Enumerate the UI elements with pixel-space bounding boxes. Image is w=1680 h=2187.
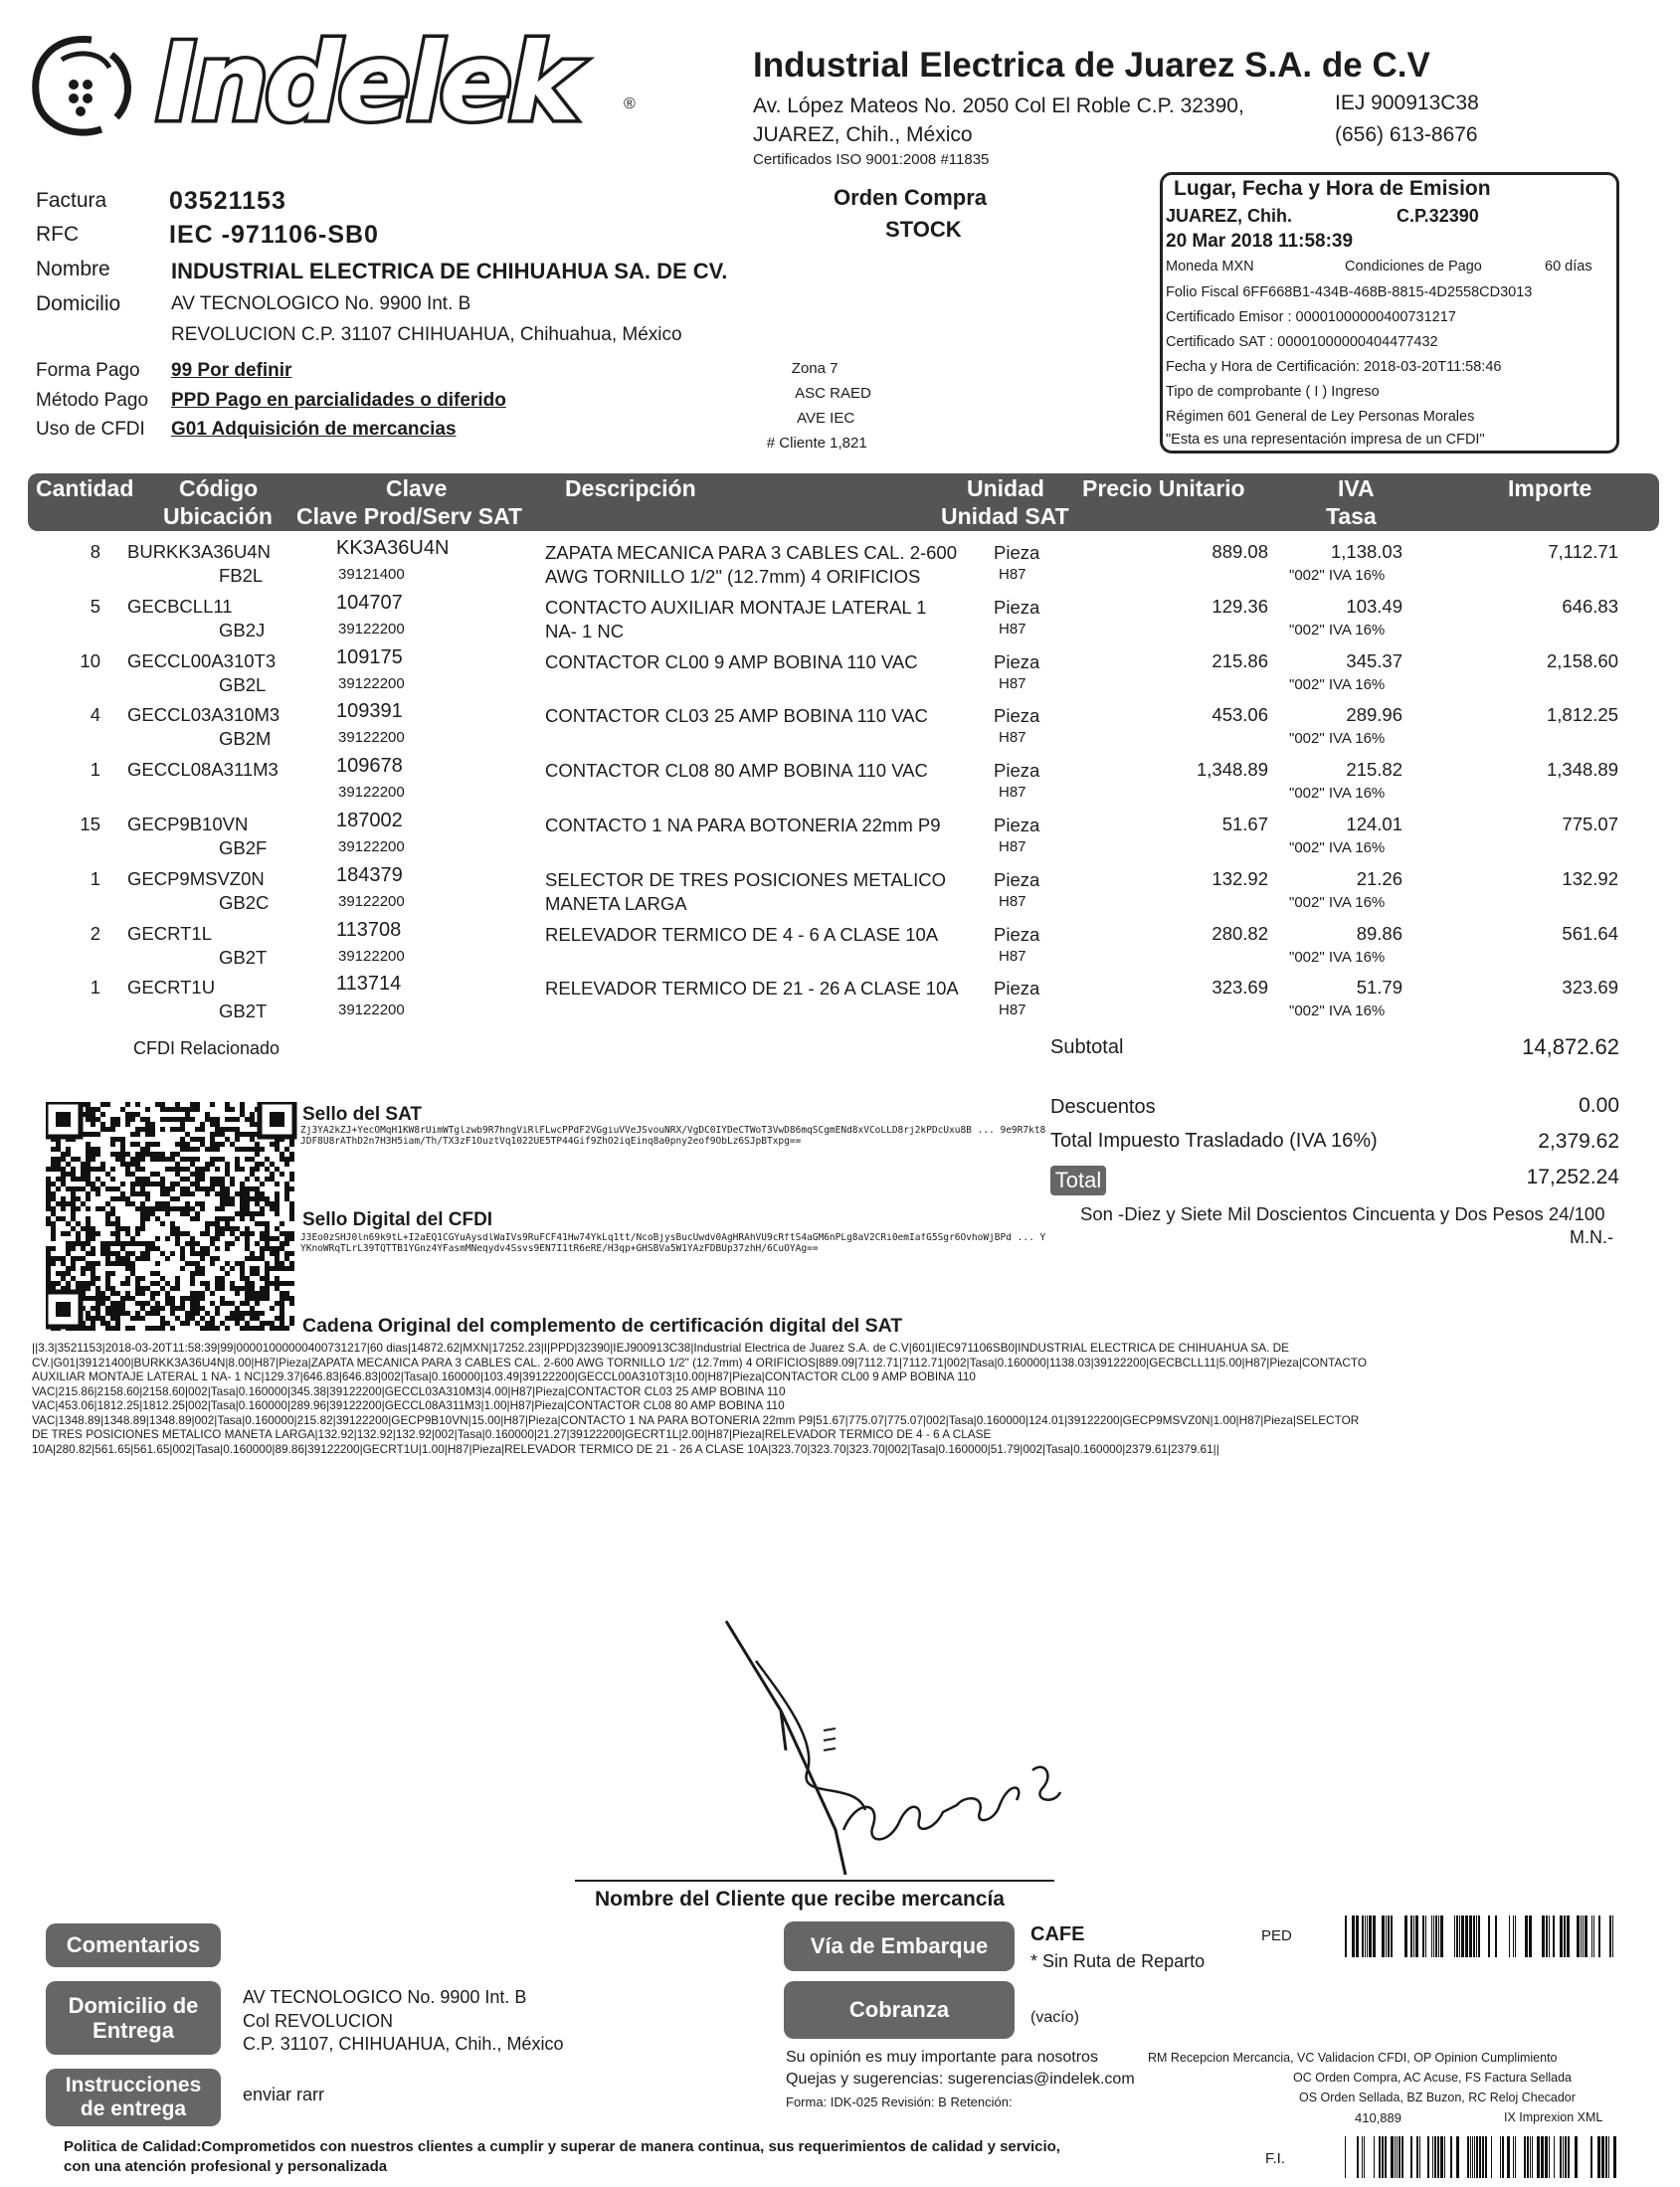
total-label: Total <box>1050 1166 1106 1195</box>
cell-tasa: "002" IVA 16% <box>1289 1002 1386 1020</box>
th-unidad-sat: Unidad SAT <box>941 503 1069 529</box>
sello-sat-text: Zj3YA2kZJ+YecOMqH1KW8rUimWTglzwb9R7hngViRlFLwcPPdF2VGgiuVVeJSvouNRX/VgDC0IYDeCTWoT3VwD86mqSCgmENd8xVCoLLD8rj2kPDcUxu8B ... 9e9R7kt8JDF8U8rAThD2n7H3H5iam/Th/TX3zF1OuztVq1022UE5TP44Gif9ZhO2iqEinq8a0pny2eof9ObLz6SJpBTxpg== <box>300 1126 1046 1147</box>
cadena-line: VAC|215.86|2158.60|2158.60|002|Tasa|0.160000|345.38|39122200|GECCL03A310M3|4.00|H87|Pieza|CONTACTOR CL03 25 AMP BOBINA 110 <box>32 1383 786 1398</box>
cobranza-button[interactable]: Cobranza <box>784 1981 1015 2039</box>
cliente-num-label: # Cliente <box>766 435 826 452</box>
domicilio-label: Domicilio <box>36 292 121 315</box>
emision-city: JUAREZ, Chih. <box>1166 206 1293 226</box>
rfc-label: RFC <box>36 223 80 246</box>
cell-descripcion-1: RELEVADOR TERMICO DE 21 - 26 A CLASE 10A <box>545 978 959 1000</box>
company-address-2: JUAREZ, Chih., México <box>753 123 973 146</box>
emision-title: Lugar, Fecha y Hora de Emision <box>1174 177 1491 200</box>
factura-label: Factura <box>36 189 107 212</box>
cell-cantidad: 1 <box>90 977 100 999</box>
cell-iva: 345.37 <box>1346 649 1402 671</box>
uso-cfdi-label: Uso de CFDI <box>36 419 145 440</box>
cell-unidad-sat: H87 <box>999 784 1027 802</box>
cell-cantidad: 1 <box>90 759 100 781</box>
cell-codigo: GECCL00A310T3 <box>127 649 277 671</box>
items-table-header <box>28 473 1659 531</box>
zona-value: 7 <box>830 360 839 377</box>
cell-unidad: Pieza <box>994 815 1040 835</box>
cell-codigo: GECRT1L <box>127 922 212 944</box>
cell-cantidad: 4 <box>90 704 100 726</box>
cell-unidad: Pieza <box>994 923 1040 945</box>
cell-iva: 103.49 <box>1346 595 1402 617</box>
cell-descripcion-1: ZAPATA MECANICA PARA 3 CABLES CAL. 2-600 <box>545 542 958 563</box>
cell-unidad: Pieza <box>994 868 1040 890</box>
cell-clave: 113714 <box>336 973 402 996</box>
cell-unidad-sat: H87 <box>999 838 1027 855</box>
cell-descripcion-2: AWG TORNILLO 1/2" (12.7mm) 4 ORIFICIOS <box>545 566 921 587</box>
cell-iva: 1,138.03 <box>1330 541 1402 562</box>
subtotal-value: 14,872.62 <box>1522 1034 1619 1059</box>
sello-digital-title: Sello Digital del CFDI <box>302 1209 493 1230</box>
cell-importe: 1,812.25 <box>1546 704 1618 726</box>
cadena-line: DE TRES POSICIONES METALICO MANETA LARGA|132.92|132.92|132.92|002|Tasa|0.160000|21.27|39122200|GECRT1L|2.00|H87|Pieza|RELEVADOR TERMICO DE 4 - 6 A CLASE <box>32 1427 992 1441</box>
cell-cantidad: 8 <box>90 541 100 562</box>
th-precio: Precio Unitario <box>1082 475 1245 501</box>
legend-line-4: IX Imprexion XML <box>1504 2110 1603 2124</box>
cell-precio: 132.92 <box>1212 867 1268 889</box>
asc-value: RAED <box>830 385 871 402</box>
total-mn: M.N.- <box>1570 1227 1613 1247</box>
cell-ubicacion: GB2J <box>219 619 266 640</box>
zona-block <box>736 356 895 456</box>
ped-label: PED <box>1261 1927 1292 1944</box>
cell-importe: 7,112.71 <box>1548 541 1618 562</box>
domicilio-line-1: AV TECNOLOGICO No. 9900 Int. B <box>171 293 471 314</box>
cell-unidad-sat: H87 <box>999 947 1027 965</box>
emision-dias: 60 días <box>1545 259 1592 274</box>
cell-clave-sat: 39122200 <box>338 784 405 802</box>
via-embarque-button[interactable]: Vía de Embarque <box>784 1921 1015 1971</box>
cell-descripcion-2: MANETA LARGA <box>545 892 687 914</box>
forma-pago-label: Forma Pago <box>36 360 140 381</box>
legend-number: 410,889 <box>1355 2110 1401 2125</box>
cell-clave: 184379 <box>336 863 403 886</box>
legend-line-2: OC Orden Compra, AC Acuse, FS Factura Sellada <box>1293 2071 1572 2085</box>
cell-codigo: BURKK3A36U4N <box>127 541 271 562</box>
th-iva: IVA <box>1338 475 1375 501</box>
cell-unidad: Pieza <box>994 705 1040 727</box>
legend-line-3: OS Orden Sellada, BZ Buzon, RC Reloj Checador <box>1299 2091 1576 2104</box>
cell-clave-sat: 39122200 <box>338 729 405 747</box>
metodo-pago-label: Método Pago <box>36 390 149 411</box>
cell-unidad: Pieza <box>994 650 1040 672</box>
ave-label: AVE <box>797 410 826 427</box>
descuentos-value: 0.00 <box>1579 1094 1619 1117</box>
cell-precio: 453.06 <box>1212 704 1268 726</box>
th-codigo: Código <box>179 475 259 501</box>
logo-wordmark: Indelek <box>156 21 576 145</box>
table-row <box>0 646 1680 701</box>
cell-ubicacion: GB2C <box>219 891 270 913</box>
orden-compra-label: Orden Compra <box>834 185 988 210</box>
cell-ubicacion: GB2T <box>219 1001 268 1022</box>
nombre-label: Nombre <box>36 258 110 280</box>
cell-descripcion-1: SELECTOR DE TRES POSICIONES METALICO <box>545 868 946 890</box>
company-cert: Certificados ISO 9001:2008 #11835 <box>753 151 990 168</box>
cadena-original-text <box>32 1341 1623 1456</box>
regimen: Régimen 601 General de Ley Personas Morales <box>1166 409 1475 425</box>
table-row <box>0 755 1680 810</box>
nombre-cliente-line <box>575 1880 1054 1882</box>
qr-code-icon <box>46 1102 298 1331</box>
cfdi-relacionado: CFDI Relacionado <box>133 1038 280 1058</box>
orden-compra-value: STOCK <box>885 217 962 242</box>
cell-codigo: GECBCLL11 <box>127 595 233 617</box>
cell-importe: 646.83 <box>1562 595 1618 617</box>
entrega-line-1: AV TECNOLOGICO No. 9900 Int. B <box>243 1987 527 2007</box>
cell-iva: 51.79 <box>1356 977 1402 999</box>
subtotal-label: Subtotal <box>1050 1036 1124 1058</box>
cell-ubicacion: GB2L <box>219 673 267 695</box>
politica-line-1: Politica de Calidad:Comprometidos con nuestros clientes a cumplir y superar de manera continua, sus requerimientos de calidad y servicio, <box>64 2138 1060 2155</box>
cell-codigo: GECP9MSVZ0N <box>127 867 265 889</box>
company-phone: (656) 613-8676 <box>1335 123 1478 146</box>
cert-sat: Certificado SAT : 00001000000404477432 <box>1166 334 1438 350</box>
th-unidad: Unidad <box>967 475 1044 501</box>
cell-precio: 215.86 <box>1212 649 1268 671</box>
forma-revision: Forma: IDK-025 Revisión: B Retención: <box>786 2095 1013 2109</box>
cell-unidad: Pieza <box>994 542 1040 563</box>
cobranza-value: (vacío) <box>1030 2009 1079 2026</box>
cadena-line: 10A|280.82|561.65|561.65|002|Tasa|0.160000|89.86|39122200|GECRT1U|1.00|H87|Pieza|RELEVADOR TERMICO DE 21 - 26 A CLASE 10A|323.70|323.70|323.70|002|Tasa|0.160000|51.79|002|Tasa|0.160000|2379.61|2379.61|| <box>32 1441 1219 1456</box>
total-value: 17,252.24 <box>1526 1166 1619 1188</box>
th-clave-prod: Clave Prod/Serv SAT <box>296 503 523 529</box>
cell-precio: 1,348.89 <box>1196 759 1268 781</box>
cell-clave-sat: 39122200 <box>338 620 405 638</box>
cell-clave: 113708 <box>336 918 402 941</box>
cell-ubicacion: GB2M <box>219 728 272 750</box>
comentarios-button[interactable]: Comentarios <box>46 1923 221 1967</box>
cell-descripcion-2: NA- 1 NC <box>545 620 625 641</box>
th-descripcion: Descripción <box>565 475 696 501</box>
cell-codigo: GECCL08A311M3 <box>127 759 279 781</box>
company-name: Industrial Electrica de Juarez S.A. de C.V <box>753 46 1430 85</box>
sello-digital-text: J3Eo0zSHJ0ln69k9tL+I2aEQ1CGYuAysdlWaIVs9RuFCF41Hw74YkLq1tt/NcoBjysBucUwdv0AgHRAhVU9cRftS4aGM6nPLg8aV2CRi0emIafG5Sgr6OvhoWjBPd ... YYKnoWRqTLrL39TQTTB1YGnz4YFasmMNeqydv4Ssvs9EN7I1tR6eRE/H3qp+GHSBVa5W1YAzFDBUp37zhH/6CuOYAg== <box>300 1233 1046 1254</box>
registered-mark-icon: ® <box>624 95 636 112</box>
cell-iva: 289.96 <box>1346 704 1402 726</box>
cell-clave: 187002 <box>336 810 403 831</box>
cell-cantidad: 10 <box>80 649 100 671</box>
folio-fiscal: Folio Fiscal 6FF668B1-434B-468B-8815-4D2558CD3013 <box>1166 284 1533 300</box>
company-address-1: Av. López Mateos No. 2050 Col El Roble C.P. 32390, <box>753 94 1244 117</box>
cell-iva: 89.86 <box>1356 922 1402 944</box>
cert-emisor: Certificado Emisor : 00001000000400731217 <box>1166 309 1456 325</box>
ave-value: IEC <box>830 410 855 427</box>
cell-clave: 109175 <box>336 645 403 668</box>
emision-condiciones: Condiciones de Pago <box>1345 259 1482 274</box>
cell-cantidad: 5 <box>90 595 100 617</box>
cell-clave: 104707 <box>336 591 403 614</box>
cell-unidad-sat: H87 <box>999 674 1027 692</box>
cell-codigo: GECRT1U <box>127 977 216 999</box>
table-row <box>0 973 1680 1027</box>
cadena-original-title: Cadena Original del complemento de certificación digital del SAT <box>302 1315 903 1337</box>
cadena-line: VAC|453.06|1812.25|1812.25|002|Tasa|0.160000|289.96|39122200|GECCL08A311M3|1.00|H87|Pieza|CONTACTOR CL08 80 AMP BOBINA 110 <box>32 1398 785 1412</box>
cell-clave-sat: 39121400 <box>338 566 405 583</box>
politica-line-2: con una atención profesional y personalizada <box>64 2158 388 2175</box>
sello-sat-title: Sello del SAT <box>302 1104 423 1125</box>
table-row <box>0 919 1680 974</box>
cell-clave: 109391 <box>336 700 403 723</box>
impuesto-label: Total Impuesto Trasladado (IVA 16%) <box>1050 1130 1378 1152</box>
leyenda-cfdi: "Esta es una representación impresa de un CFDI" <box>1166 432 1485 448</box>
cell-clave-sat: 39122200 <box>338 947 405 965</box>
instrucciones-label: Instrucciones de entrega <box>65 2073 202 2120</box>
cell-importe: 132.92 <box>1562 867 1618 889</box>
domicilio-entrega-label: Domicilio de Entrega <box>68 1992 199 2043</box>
nombre-cliente-label: Nombre del Cliente que recibe mercancía <box>595 1888 1005 1911</box>
rfc-value: IEC -971106-SB0 <box>169 221 379 249</box>
cell-descripcion-1: CONTACTO 1 NA PARA BOTONERIA 22mm P9 <box>545 815 941 835</box>
cell-cantidad: 2 <box>90 922 100 944</box>
tipo-comprobante: Tipo de comprobante ( I ) Ingreso <box>1166 384 1380 400</box>
uso-cfdi-value: G01 Adquisición de mercancias <box>171 419 457 440</box>
cell-iva: 124.01 <box>1346 814 1402 834</box>
cell-unidad-sat: H87 <box>999 892 1027 910</box>
cell-importe: 775.07 <box>1562 814 1618 834</box>
emision-moneda: Moneda MXN <box>1166 259 1254 274</box>
cell-codigo: GECP9B10VN <box>127 814 249 834</box>
cell-tasa: "002" IVA 16% <box>1289 675 1386 693</box>
factura-number: 03521153 <box>169 187 286 215</box>
cell-tasa: "002" IVA 16% <box>1289 893 1386 911</box>
cell-precio: 889.08 <box>1212 541 1268 562</box>
cell-cantidad: 15 <box>80 814 100 834</box>
table-row <box>0 700 1680 755</box>
table-row <box>0 810 1680 864</box>
cell-clave-sat: 39122200 <box>338 838 405 855</box>
cliente-nombre: INDUSTRIAL ELECTRICA DE CHIHUAHUA SA. DE CV. <box>171 259 728 283</box>
cell-precio: 323.69 <box>1212 977 1268 999</box>
cell-tasa: "002" IVA 16% <box>1289 785 1386 803</box>
cell-iva: 215.82 <box>1346 759 1402 781</box>
cell-clave-sat: 39122200 <box>338 674 405 692</box>
entrega-line-3: C.P. 31107, CHIHUAHUA, Chih., México <box>243 2034 564 2054</box>
cell-descripcion-1: CONTACTO AUXILIAR MONTAJE LATERAL 1 <box>545 596 927 618</box>
handwritten-signature <box>696 1601 1094 1900</box>
metodo-pago-value: PPD Pago en parcialidades o diferido <box>171 390 506 411</box>
th-clave: Clave <box>386 475 448 501</box>
company-rfc: IEJ 900913C38 <box>1335 91 1479 114</box>
cell-clave-sat: 39122200 <box>338 892 405 910</box>
cell-descripcion-1: CONTACTOR CL08 80 AMP BOBINA 110 VAC <box>545 760 928 782</box>
cell-unidad-sat: H87 <box>999 620 1027 638</box>
cell-importe: 2,158.60 <box>1546 649 1618 671</box>
cell-precio: 280.82 <box>1212 922 1268 944</box>
cliente-num-value: 1,821 <box>830 435 867 452</box>
cell-unidad-sat: H87 <box>999 729 1027 747</box>
cell-precio: 51.67 <box>1221 814 1268 834</box>
opinion-text: Su opinión es muy importante para nosotros <box>786 2049 1098 2066</box>
forma-pago-value: 99 Por definir <box>171 360 292 381</box>
cell-clave: KK3A36U4N <box>336 537 450 559</box>
cell-tasa: "002" IVA 16% <box>1289 948 1386 966</box>
asc-label: ASC <box>795 385 826 402</box>
cell-clave-sat: 39122200 <box>338 1002 405 1019</box>
domicilio-line-2: REVOLUCION C.P. 31107 CHIHUAHUA, Chihuahua, México <box>171 324 682 345</box>
quejas-text: Quejas y sugerencias: sugerencias@indelek.com <box>786 2071 1135 2088</box>
legend-line-1: RM Recepcion Mercancia, VC Validacion CFDI, OP Opinion Cumplimiento <box>1148 2051 1558 2065</box>
cell-cantidad: 1 <box>90 867 100 889</box>
th-importe: Importe <box>1508 475 1592 501</box>
total-letra: Son -Diez y Siete Mil Doscientos Cincuenta y Dos Pesos 24/100 <box>1080 1203 1605 1224</box>
cell-tasa: "002" IVA 16% <box>1289 621 1386 638</box>
instrucciones-value: enviar rarr <box>243 2085 325 2104</box>
cadena-line: CV.|G01|39121400|BURKK3A36U4N|8.00|H87|Pieza|ZAPATA MECANICA PARA 3 CABLES CAL. 2-600 AWG TORNILLO 1/2" (12.7mm) 4 ORIFICIOS|889.09|7112.71|7112.71|002|Tasa|0.160000|1138.03|39122200|GECBCLL11|5.00|H87|Pieza|CONTACTO <box>32 1355 1368 1369</box>
company-logo <box>22 21 658 147</box>
cell-descripcion-1: RELEVADOR TERMICO DE 4 - 6 A CLASE 10A <box>545 923 939 945</box>
cell-importe: 561.64 <box>1562 922 1618 944</box>
cell-ubicacion: GB2T <box>219 946 268 968</box>
th-cantidad: Cantidad <box>36 475 134 501</box>
table-row <box>0 537 1680 592</box>
ruta-value: * Sin Ruta de Reparto <box>1030 1951 1206 1971</box>
cadena-line: AUXILIAR MONTAJE LATERAL 1 NA- 1 NC|129.37|646.83|646.83|002|Tasa|0.160000|103.49|39122200|GECCL00A310T3|10.00|H87|Pieza|CONTACTOR CL00 9 AMP BOBINA 110 <box>32 1369 976 1383</box>
barcode-icon <box>1345 2136 1623 2178</box>
cell-codigo: GECCL03A310M3 <box>127 704 280 726</box>
instrucciones-button[interactable] <box>46 2069 221 2126</box>
cell-tasa: "002" IVA 16% <box>1289 730 1386 748</box>
via-embarque-value: CAFE <box>1030 1923 1085 1945</box>
th-ubicacion: Ubicación <box>163 503 273 529</box>
cell-precio: 129.36 <box>1212 595 1268 617</box>
cell-descripcion-1: CONTACTOR CL03 25 AMP BOBINA 110 VAC <box>545 705 928 727</box>
cell-unidad: Pieza <box>994 760 1040 782</box>
table-row <box>0 592 1680 646</box>
cell-ubicacion: GB2F <box>219 837 268 858</box>
cell-descripcion-1: CONTACTOR CL00 9 AMP BOBINA 110 VAC <box>545 650 918 672</box>
cell-tasa: "002" IVA 16% <box>1289 839 1386 856</box>
cadena-line: ||3.3|3521153|2018-03-20T11:58:39|99|00001000000400731217|60 dias|14872.62|MXN|17252.23|I|PPD|32390|IEJ900913C38|Industrial Electrica de Juarez S.A. de C.V|601|IEC971106SB0|INDUSTRIAL ELECTRICA DE CHIHUAHUA SA. DE <box>32 1341 1290 1355</box>
cell-unidad-sat: H87 <box>999 1002 1027 1019</box>
domicilio-entrega-button[interactable] <box>46 1981 221 2055</box>
impuesto-value: 2,379.62 <box>1538 1130 1619 1153</box>
emision-datetime: 20 Mar 2018 11:58:39 <box>1166 231 1354 252</box>
cell-importe: 1,348.89 <box>1546 759 1618 781</box>
zona-label: Zona <box>791 360 826 377</box>
fecha-certificacion: Fecha y Hora de Certificación: 2018-03-20T11:58:46 <box>1166 359 1502 375</box>
emision-cp: C.P.32390 <box>1397 206 1479 226</box>
fi-label: F.I. <box>1265 2150 1286 2167</box>
cell-tasa: "002" IVA 16% <box>1289 567 1386 584</box>
cadena-line: VAC|1348.89|1348.89|1348.89|002|Tasa|0.160000|215.82|39122200|GECP9B10VN|15.00|H87|Pieza|CONTACTO 1 NA PARA BOTONERIA 22mm P9|51.67|775.07|775.07|002|Tasa|0.160000|124.01|39122200|GECP9MSVZ0N|1.00|H87|Pieza|SELECTOR <box>32 1412 1360 1427</box>
cell-clave: 109678 <box>336 755 403 778</box>
cell-iva: 21.26 <box>1356 867 1402 889</box>
cell-unidad: Pieza <box>994 978 1040 1000</box>
th-tasa: Tasa <box>1326 503 1377 529</box>
logo-swirl-icon <box>22 30 151 147</box>
entrega-line-2: Col REVOLUCION <box>243 2011 394 2031</box>
cell-ubicacion: FB2L <box>219 565 264 586</box>
cell-unidad: Pieza <box>994 596 1040 618</box>
table-row <box>0 864 1680 919</box>
cell-importe: 323.69 <box>1562 977 1618 999</box>
cell-unidad-sat: H87 <box>999 566 1027 583</box>
descuentos-label: Descuentos <box>1050 1096 1156 1118</box>
barcode-icon <box>1345 1915 1623 1957</box>
